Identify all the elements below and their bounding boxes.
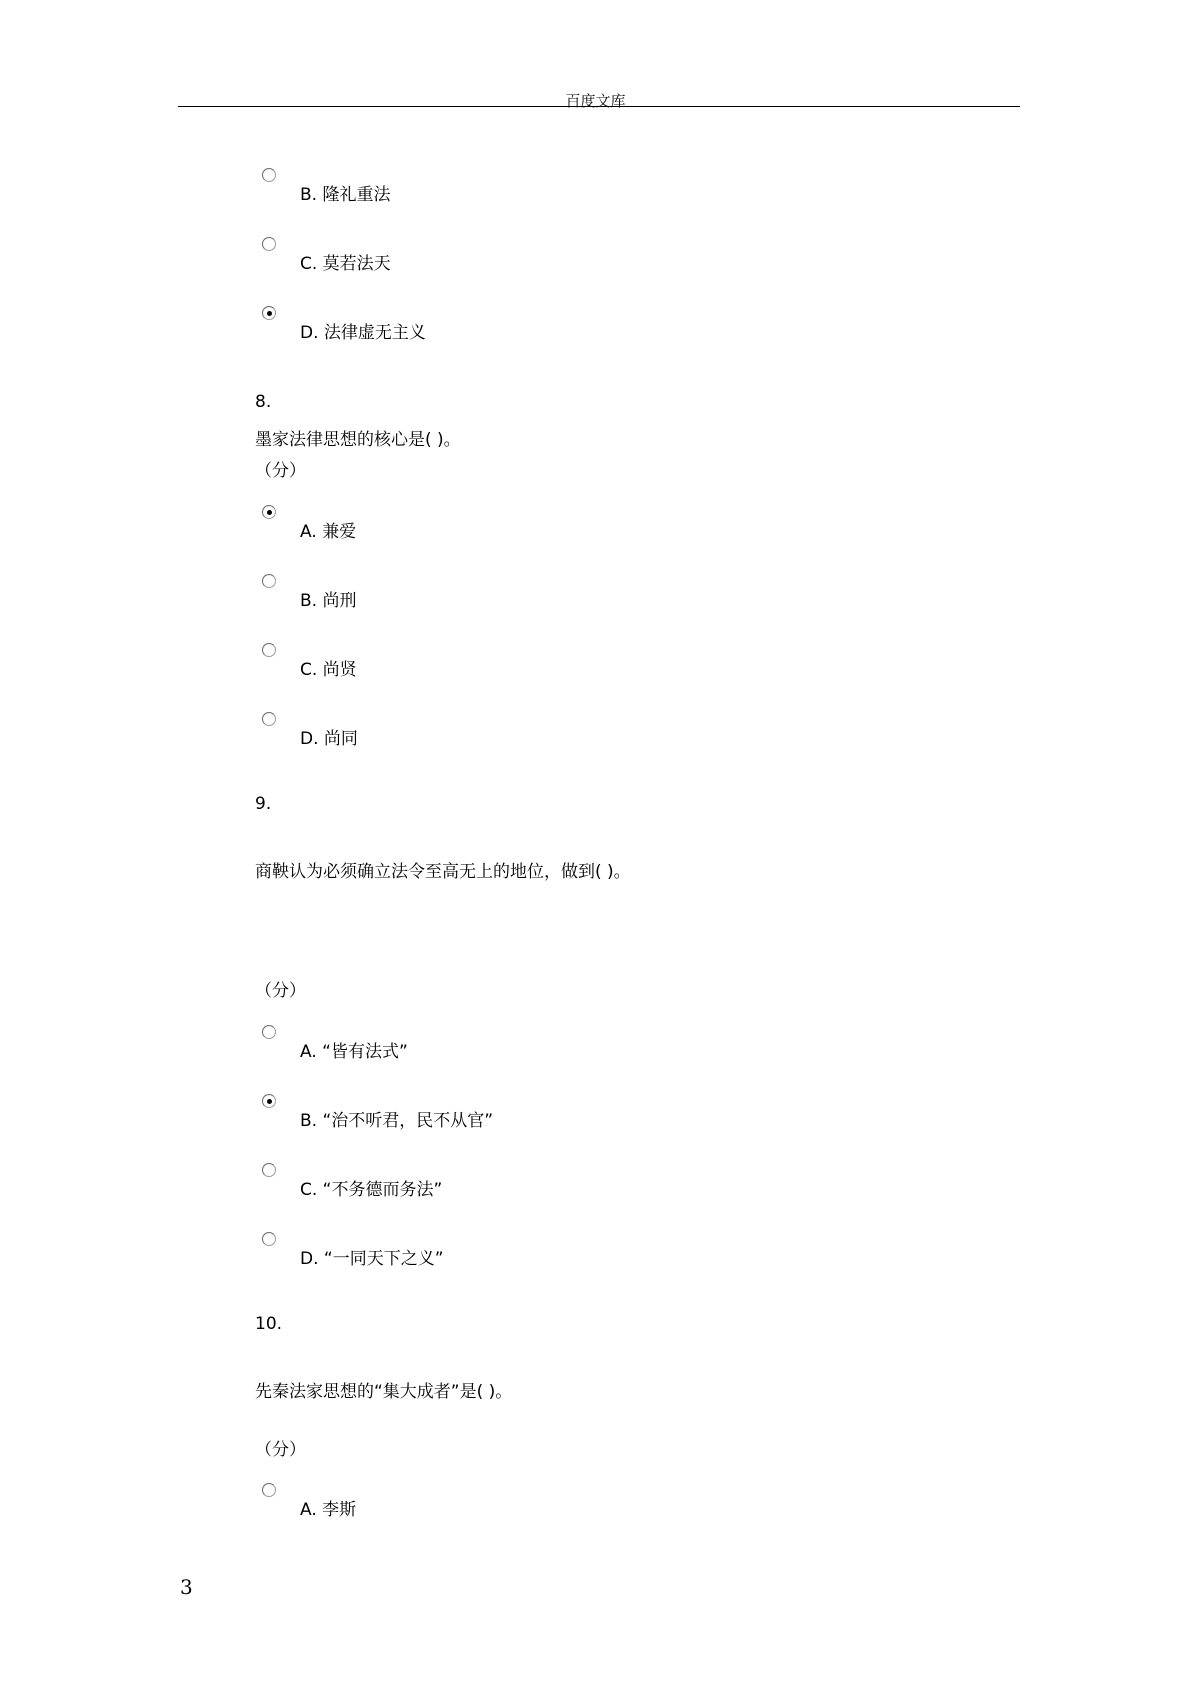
radio-button-icon[interactable]: [262, 643, 276, 657]
option-label: A. “皆有法式”: [300, 1042, 408, 1062]
radio-button-icon[interactable]: [262, 1232, 276, 1246]
header-title: 百度文库: [565, 92, 626, 110]
radio-button-icon[interactable]: [262, 237, 276, 251]
option-c[interactable]: [262, 643, 762, 680]
question-text: 商鞅认为必须确立法令至高无上的地位，做到( )。: [255, 862, 631, 882]
option-d[interactable]: [262, 712, 762, 749]
option-label: A. 兼爱: [300, 522, 357, 542]
option-b[interactable]: [262, 168, 762, 205]
radio-button-icon[interactable]: [262, 1483, 276, 1497]
option-label: C. 尚贤: [300, 660, 357, 680]
header-divider: [178, 106, 1020, 107]
option-a[interactable]: [262, 1025, 762, 1062]
radio-button-selected-icon[interactable]: [262, 1094, 276, 1108]
question-number: 9.: [255, 794, 272, 814]
question-number: 10.: [255, 1314, 283, 1334]
option-label: B. 尚刑: [300, 591, 357, 611]
question-score: （分）: [255, 461, 306, 481]
question-text: 墨家法律思想的核心是( )。: [255, 430, 461, 450]
option-b[interactable]: [262, 574, 762, 611]
option-a[interactable]: [262, 1483, 762, 1520]
question-score: （分）: [255, 1440, 306, 1460]
option-label: D. 法律虚无主义: [300, 323, 426, 343]
option-c[interactable]: [262, 1163, 762, 1200]
option-label: C. 莫若法天: [300, 254, 391, 274]
page-number: 3: [180, 1575, 193, 1599]
radio-button-icon[interactable]: [262, 1025, 276, 1039]
option-b[interactable]: [262, 1094, 762, 1131]
option-d[interactable]: [262, 1232, 762, 1269]
option-label: D. 尚同: [300, 729, 358, 749]
radio-button-selected-icon[interactable]: [262, 306, 276, 320]
radio-button-icon[interactable]: [262, 574, 276, 588]
question-score: （分）: [255, 981, 306, 1001]
option-label: D. “一同天下之义”: [300, 1249, 444, 1269]
option-a[interactable]: [262, 505, 762, 542]
option-c[interactable]: [262, 237, 762, 274]
option-d[interactable]: [262, 306, 762, 343]
option-label: C. “不务德而务法”: [300, 1180, 443, 1200]
radio-button-icon[interactable]: [262, 712, 276, 726]
question-text: 先秦法家思想的“集大成者”是( )。: [255, 1382, 513, 1402]
question-number: 8.: [255, 392, 272, 412]
option-label: B. “治不听君，民不从官”: [300, 1111, 494, 1131]
option-label: B. 隆礼重法: [300, 185, 391, 205]
option-label: A. 李斯: [300, 1500, 357, 1520]
radio-button-icon[interactable]: [262, 1163, 276, 1177]
radio-button-selected-icon[interactable]: [262, 505, 276, 519]
radio-button-icon[interactable]: [262, 168, 276, 182]
